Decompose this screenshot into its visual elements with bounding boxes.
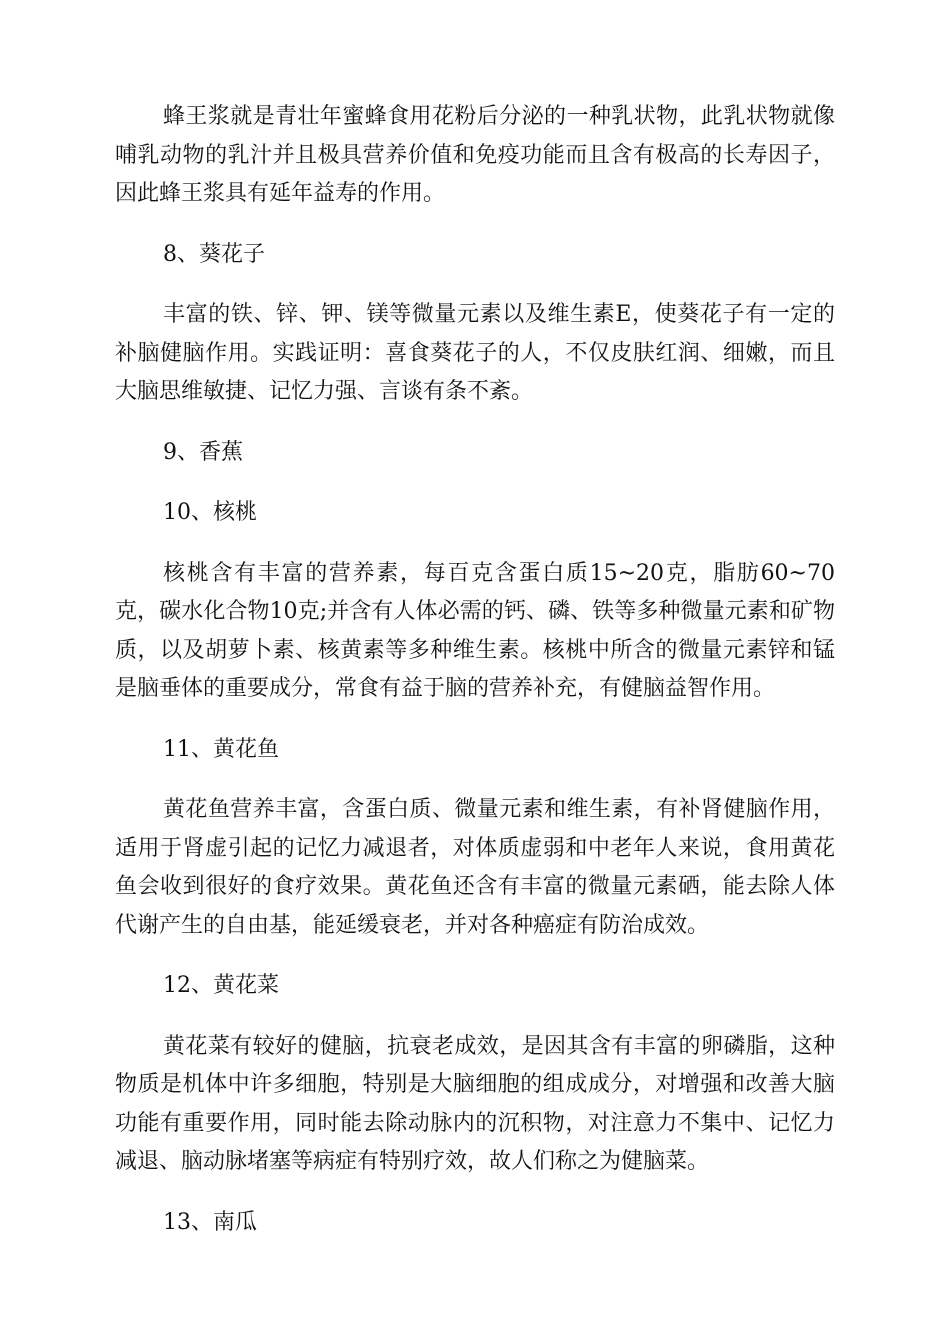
heading-banana: 9、香蕉 — [163, 439, 243, 465]
heading-yellow-croaker: 11、黄花鱼 — [163, 736, 279, 762]
heading-daylily: 12、黄花菜 — [163, 973, 279, 998]
paragraph-daylily: 黄花菜有较好的健脑，抗衰老成效，是因其含有丰富的卵磷脂，这种物质是机体中许多细胞，特别是大脑细胞的组成成分，对增强和改善大脑功能有重要作用，同时能去除动脉内的沉积物，对注意力不集中、记忆力减退、脑动脉堵塞等病症有特别疗效，故人们称之为健脑菜。 — [115, 1033, 835, 1174]
paragraph-sunflower-seeds: 丰富的铁、锌、钾、镁等微量元素以及维生素E，使葵花子有一定的补脑健脑作用。实践证明：喜食葵花子的人，不仅皮肤红润、细嫩，而且大脑思维敏捷、记忆力强、言谈有条不紊。 — [115, 302, 835, 404]
heading-sunflower-seeds: 8、葵花子 — [163, 241, 265, 267]
paragraph-yellow-croaker: 黄花鱼营养丰富，含蛋白质、微量元素和维生素，有补肾健脑作用，适用于肾虚引起的记忆力减退者，对体质虚弱和中老年人来说，食用黄花鱼会收到很好的食疗效果。黄花鱼还含有丰富的微量元素硒，能去除人体代谢产生的自由基，能延缓衰老，并对各种癌症有防治成效。 — [115, 797, 835, 938]
document-page — [115, 98, 835, 1264]
paragraph-walnut: 核桃含有丰富的营养素，每百克含蛋白质15~20克，脂肪60~70克，碳水化合物10克;并含有人体必需的钙、磷、铁等多种微量元素和矿物质，以及胡萝卜素、核黄素等多种维生素。核桃中所含的微量元素锌和锰是脑垂体的重要成分，常食有益于脑的营养补充，有健脑益智作用。 — [115, 560, 835, 701]
paragraph-royal-jelly: 蜂王浆就是青壮年蜜蜂食用花粉后分泌的一种乳状物，此乳状物就像哺乳动物的乳汁并且极具营养价值和免疫功能而且含有极高的长寿因子，因此蜂王浆具有延年益寿的作用。 — [115, 104, 835, 206]
heading-walnut: 10、核桃 — [163, 500, 257, 525]
heading-pumpkin: 13、南瓜 — [163, 1209, 257, 1235]
